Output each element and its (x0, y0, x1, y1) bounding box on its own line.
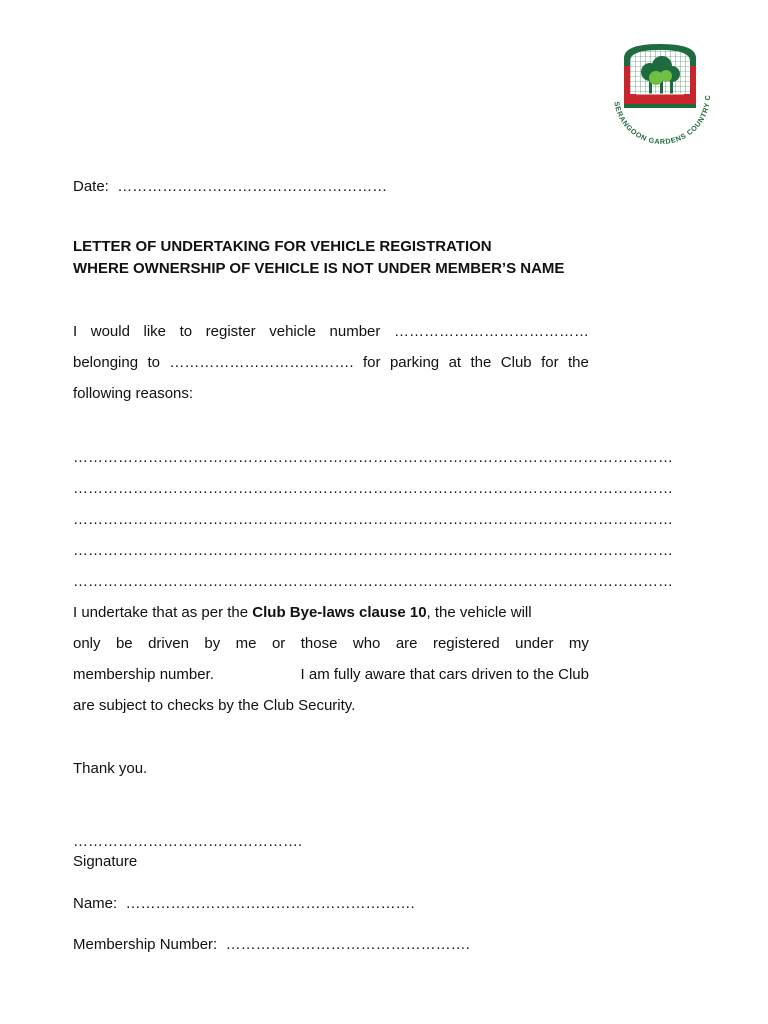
club-crest-icon (600, 36, 724, 168)
vehicle-number-field[interactable]: ………………………………… (393, 323, 589, 340)
word: parking (389, 354, 440, 371)
text: I undertake that as per the (73, 604, 249, 621)
membership-number-field[interactable]: …………………………………………. (225, 936, 470, 953)
para2-line4: are subject to checks by the Club Security. (73, 697, 356, 714)
bye-laws-reference: Club Bye-laws clause 10 (252, 604, 427, 621)
date-field[interactable]: ……………………………………………… (117, 178, 388, 195)
word: to (147, 354, 160, 371)
word: number (329, 323, 381, 340)
word: those (300, 635, 338, 652)
word: I (73, 323, 78, 340)
text: membership number. (73, 666, 214, 683)
word: the (568, 354, 589, 371)
word: the (470, 354, 492, 371)
reason-line[interactable]: ………………………………………………………………………………………………………… (73, 573, 673, 590)
membership-line (73, 936, 470, 954)
name-field[interactable]: …………………………………………………. (125, 895, 415, 912)
letter-heading-line1: LETTER OF UNDERTAKING FOR VEHICLE REGISTRATION (73, 238, 492, 255)
name-line (73, 895, 415, 913)
membership-label: Membership Number: (73, 936, 218, 953)
club-name-text: SERANGOON GARDENS COUNTRY C (612, 94, 713, 147)
word: me (235, 635, 257, 652)
letter-heading-line2: WHERE OWNERSHIP OF VEHICLE IS NOT UNDER MEMBER’S NAME (73, 260, 565, 277)
word: for (363, 354, 381, 371)
date-line (73, 178, 387, 196)
word: only (73, 635, 101, 652)
reason-line[interactable]: ………………………………………………………………………………………………………… (73, 542, 673, 559)
word: who (352, 635, 381, 652)
closing-thanks: Thank you. (73, 760, 148, 777)
para2-line3 (73, 666, 589, 684)
word: register (205, 323, 256, 340)
word: vehicle (269, 323, 316, 340)
word: by (204, 635, 221, 652)
word: Club (500, 354, 532, 371)
word: at (448, 354, 462, 371)
signature-label: Signature (73, 853, 138, 870)
word: would (90, 323, 130, 340)
para1-line1 (73, 323, 589, 341)
text: , the vehicle will (426, 604, 532, 621)
para1-line2 (73, 354, 589, 372)
word: my (568, 635, 589, 652)
word: are (395, 635, 418, 652)
club-logo (600, 36, 724, 168)
word: for (541, 354, 559, 371)
word: or (271, 635, 286, 652)
reason-line[interactable]: ………………………………………………………………………………………………………… (73, 480, 673, 497)
owner-name-field[interactable]: ………………………………. (169, 354, 354, 371)
reason-line[interactable]: ………………………………………………………………………………………………………… (73, 511, 673, 528)
word: to (179, 323, 193, 340)
para2-line1 (73, 604, 589, 622)
word: under (515, 635, 554, 652)
text: I am fully aware that cars driven to the Club (300, 666, 589, 683)
date-label: Date: (73, 178, 109, 195)
signature-field[interactable]: ………………………………………. (73, 833, 303, 850)
reason-line[interactable]: ………………………………………………………………………………………………………… (73, 449, 673, 466)
word: be (115, 635, 133, 652)
word: driven (148, 635, 189, 652)
word: belonging (73, 354, 139, 371)
word: registered (432, 635, 500, 652)
name-label: Name: (73, 895, 118, 912)
para2-line2 (73, 635, 589, 653)
word: like (143, 323, 167, 340)
para1-line3: following reasons: (73, 385, 194, 402)
